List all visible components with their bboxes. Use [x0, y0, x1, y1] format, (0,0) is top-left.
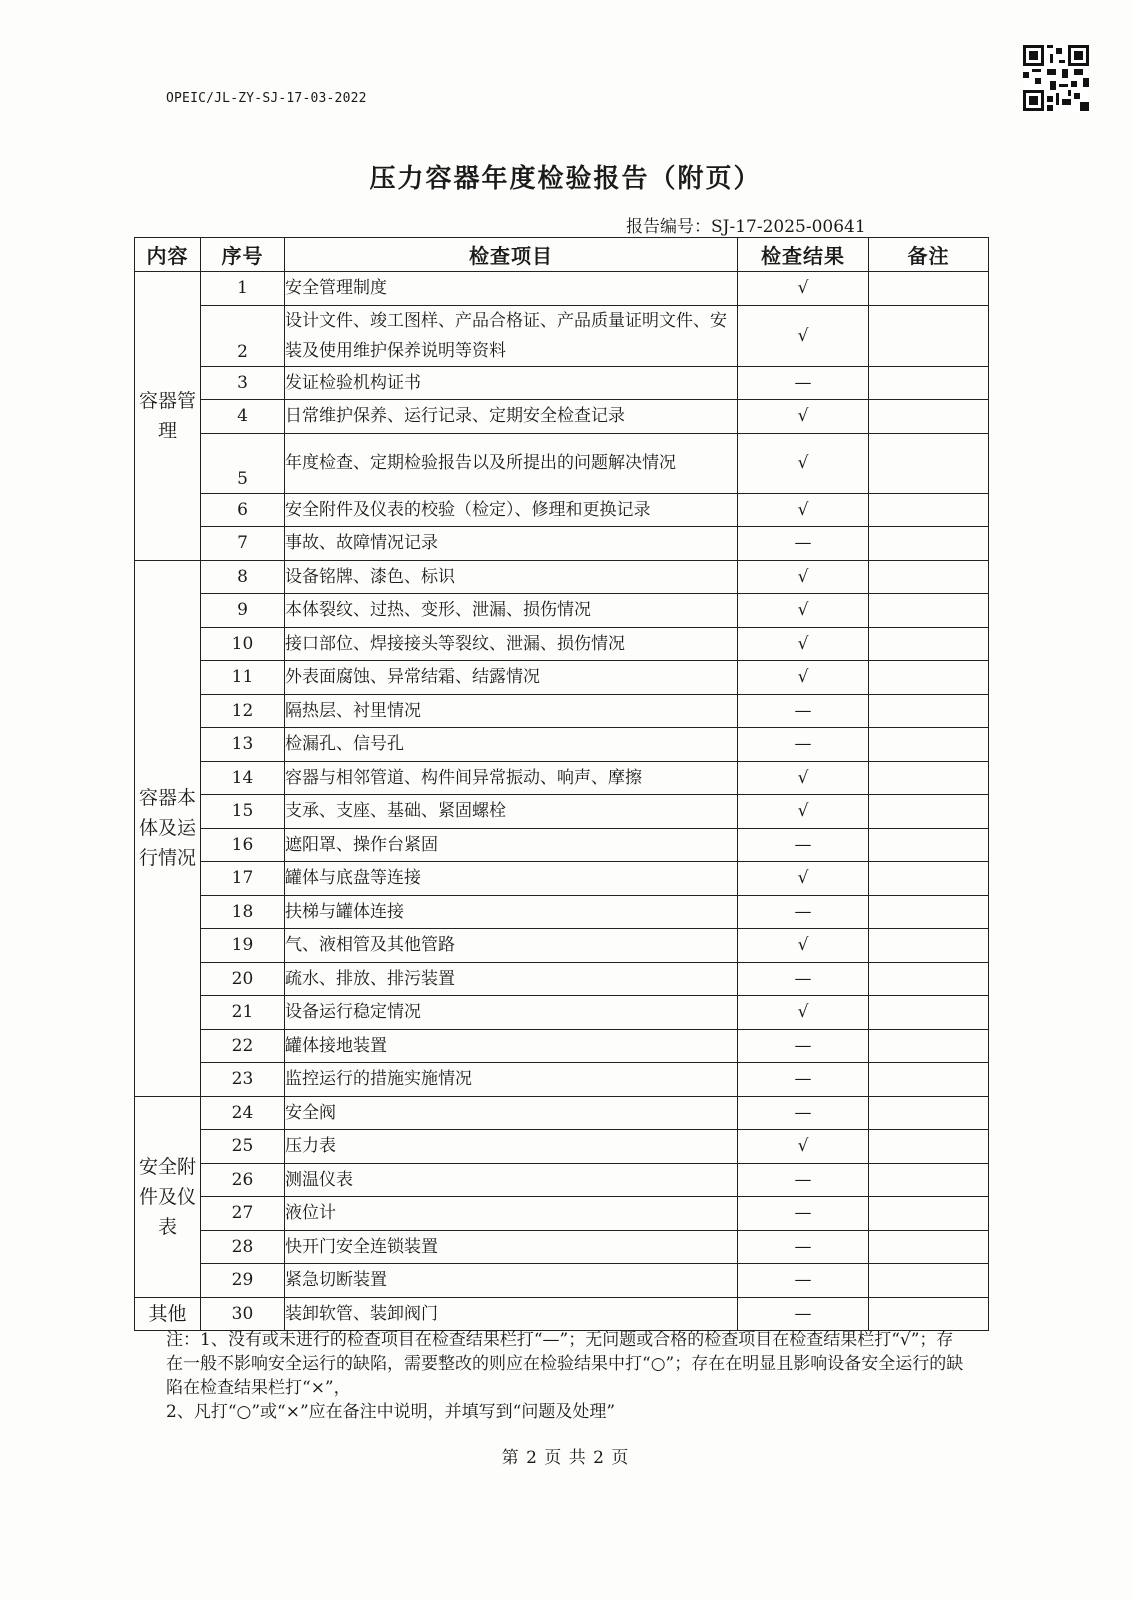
table-row	[135, 1297, 989, 1331]
remark-cell	[869, 1264, 989, 1298]
note-2: 2、凡打“○”或“×”应在备注中说明，并填写到“问题及处理”	[166, 1402, 616, 1422]
row-number: 2	[201, 305, 285, 366]
inspection-result: —	[738, 1063, 869, 1097]
table-row	[135, 728, 989, 762]
inspection-item: 测温仪表	[285, 1163, 738, 1197]
table-row	[135, 594, 989, 628]
row-number: 23	[201, 1063, 285, 1097]
row-number: 25	[201, 1130, 285, 1164]
row-number: 18	[201, 895, 285, 929]
report-number: 报告编号：SJ-17-2025-00641	[626, 217, 866, 237]
note-1: 注：1、没有或未进行的检查项目在检查结果栏打“—”；无问题或合格的检查项目在检查结果栏打“√”；存在一般不影响安全运行的缺陷，需要整改的则应在检验结果中打“○”；存在在明显且影响设备安全运行的缺陷在检查结果栏打“×”，	[166, 1330, 964, 1398]
remark-cell	[869, 305, 989, 366]
table-row	[135, 305, 989, 366]
inspection-result: —	[738, 694, 869, 728]
inspection-result: √	[738, 1130, 869, 1164]
inspection-result: √	[738, 761, 869, 795]
inspection-item: 压力表	[285, 1130, 738, 1164]
table-header-row	[135, 238, 989, 272]
inspection-item: 设备铭牌、漆色、标识	[285, 560, 738, 594]
inspection-result: √	[738, 661, 869, 695]
row-number: 24	[201, 1096, 285, 1130]
row-number: 28	[201, 1230, 285, 1264]
inspection-result: —	[738, 1096, 869, 1130]
remark-cell	[869, 1130, 989, 1164]
inspection-item: 支承、支座、基础、紧固螺栓	[285, 795, 738, 829]
inspection-result: √	[738, 929, 869, 963]
inspection-result: √	[738, 493, 869, 527]
group-label: 容器本体及运行情况	[135, 560, 201, 1096]
report-title: 压力容器年度检验报告（附页）	[369, 164, 762, 194]
table-row	[135, 272, 989, 306]
inspection-result: —	[738, 895, 869, 929]
row-number: 20	[201, 962, 285, 996]
inspection-result: √	[738, 305, 869, 366]
inspection-result: —	[738, 1197, 869, 1231]
notes	[166, 1328, 966, 1424]
table-row	[135, 1163, 989, 1197]
inspection-item: 隔热层、衬里情况	[285, 694, 738, 728]
row-number: 6	[201, 493, 285, 527]
inspection-result: —	[738, 1029, 869, 1063]
remark-cell	[869, 1096, 989, 1130]
table-row	[135, 761, 989, 795]
group-label: 其他	[135, 1297, 201, 1331]
inspection-item: 发证检验机构证书	[285, 366, 738, 400]
table-row	[135, 366, 989, 400]
page-footer: 第 2 页 共 2 页	[501, 1448, 630, 1468]
inspection-result: —	[738, 1230, 869, 1264]
remark-cell	[869, 661, 989, 695]
remark-cell	[869, 433, 989, 493]
row-number: 1	[201, 272, 285, 306]
remark-cell	[869, 728, 989, 762]
inspection-table	[134, 237, 989, 1331]
table-body	[135, 272, 989, 1331]
row-number: 19	[201, 929, 285, 963]
header-no: 序号	[201, 238, 285, 272]
inspection-item: 年度检查、定期检验报告以及所提出的问题解决情况	[285, 433, 738, 493]
inspection-result: √	[738, 272, 869, 306]
remark-cell	[869, 560, 989, 594]
inspection-item: 外表面腐蚀、异常结霜、结露情况	[285, 661, 738, 695]
header-result: 检查结果	[738, 238, 869, 272]
inspection-item: 设备运行稳定情况	[285, 996, 738, 1030]
table-row	[135, 1029, 989, 1063]
table-row	[135, 828, 989, 862]
inspection-result: —	[738, 1163, 869, 1197]
row-number: 5	[201, 433, 285, 493]
inspection-result: —	[738, 1297, 869, 1331]
header-remark: 备注	[869, 238, 989, 272]
row-number: 13	[201, 728, 285, 762]
row-number: 7	[201, 527, 285, 561]
table-row	[135, 661, 989, 695]
remark-cell	[869, 1230, 989, 1264]
table-row	[135, 996, 989, 1030]
remark-cell	[869, 1297, 989, 1331]
remark-cell	[869, 527, 989, 561]
remark-cell	[869, 594, 989, 628]
row-number: 14	[201, 761, 285, 795]
inspection-item: 紧急切断装置	[285, 1264, 738, 1298]
table-row	[135, 895, 989, 929]
row-number: 10	[201, 627, 285, 661]
inspection-item: 本体裂纹、过热、变形、泄漏、损伤情况	[285, 594, 738, 628]
table-row	[135, 929, 989, 963]
row-number: 30	[201, 1297, 285, 1331]
inspection-result: √	[738, 433, 869, 493]
inspection-item: 监控运行的措施实施情况	[285, 1063, 738, 1097]
inspection-result: —	[738, 728, 869, 762]
row-number: 4	[201, 400, 285, 434]
inspection-item: 日常维护保养、运行记录、定期安全检查记录	[285, 400, 738, 434]
table-row	[135, 962, 989, 996]
table-row	[135, 1230, 989, 1264]
row-number: 9	[201, 594, 285, 628]
inspection-result: √	[738, 594, 869, 628]
inspection-result: √	[738, 996, 869, 1030]
remark-cell	[869, 962, 989, 996]
inspection-result: —	[738, 828, 869, 862]
table-row	[135, 560, 989, 594]
row-number: 29	[201, 1264, 285, 1298]
header-item: 检查项目	[285, 238, 738, 272]
group-label: 安全附件及仪表	[135, 1096, 201, 1297]
inspection-item: 快开门安全连锁装置	[285, 1230, 738, 1264]
inspection-item: 安全附件及仪表的校验（检定）、修理和更换记录	[285, 493, 738, 527]
remark-cell	[869, 862, 989, 896]
inspection-item: 装卸软管、装卸阀门	[285, 1297, 738, 1331]
qr-code-icon	[1023, 45, 1089, 111]
inspection-item: 气、液相管及其他管路	[285, 929, 738, 963]
table-row	[135, 433, 989, 493]
table-row	[135, 1197, 989, 1231]
remark-cell	[869, 694, 989, 728]
inspection-item: 罐体接地装置	[285, 1029, 738, 1063]
group-label: 容器管理	[135, 272, 201, 561]
inspection-item: 检漏孔、信号孔	[285, 728, 738, 762]
remark-cell	[869, 400, 989, 434]
table-row	[135, 527, 989, 561]
inspection-item: 液位计	[285, 1197, 738, 1231]
row-number: 3	[201, 366, 285, 400]
inspection-item: 扶梯与罐体连接	[285, 895, 738, 929]
inspection-item: 罐体与底盘等连接	[285, 862, 738, 896]
row-number: 16	[201, 828, 285, 862]
remark-cell	[869, 1029, 989, 1063]
inspection-result: √	[738, 862, 869, 896]
table-row	[135, 795, 989, 829]
inspection-result: √	[738, 627, 869, 661]
remark-cell	[869, 795, 989, 829]
row-number: 17	[201, 862, 285, 896]
inspection-item: 设计文件、竣工图样、产品合格证、产品质量证明文件、安装及使用维护保养说明等资料	[285, 305, 738, 366]
inspection-result: —	[738, 527, 869, 561]
inspection-item: 接口部位、焊接接头等裂纹、泄漏、损伤情况	[285, 627, 738, 661]
inspection-item: 安全管理制度	[285, 272, 738, 306]
table-row	[135, 1130, 989, 1164]
remark-cell	[869, 1163, 989, 1197]
remark-cell	[869, 1063, 989, 1097]
inspection-item: 容器与相邻管道、构件间异常振动、响声、摩擦	[285, 761, 738, 795]
remark-cell	[869, 996, 989, 1030]
remark-cell	[869, 627, 989, 661]
table-row	[135, 400, 989, 434]
row-number: 27	[201, 1197, 285, 1231]
table-row	[135, 1096, 989, 1130]
row-number: 21	[201, 996, 285, 1030]
table-row	[135, 1063, 989, 1097]
row-number: 8	[201, 560, 285, 594]
remark-cell	[869, 895, 989, 929]
inspection-result: √	[738, 400, 869, 434]
row-number: 26	[201, 1163, 285, 1197]
remark-cell	[869, 493, 989, 527]
table-row	[135, 862, 989, 896]
row-number: 12	[201, 694, 285, 728]
table-row	[135, 493, 989, 527]
remark-cell	[869, 366, 989, 400]
inspection-result: —	[738, 366, 869, 400]
table-row	[135, 1264, 989, 1298]
header-content: 内容	[135, 238, 201, 272]
inspection-item: 事故、故障情况记录	[285, 527, 738, 561]
remark-cell	[869, 828, 989, 862]
row-number: 22	[201, 1029, 285, 1063]
inspection-item: 疏水、排放、排污装置	[285, 962, 738, 996]
inspection-result: √	[738, 560, 869, 594]
table-row	[135, 694, 989, 728]
inspection-result: —	[738, 1264, 869, 1298]
row-number: 15	[201, 795, 285, 829]
row-number: 11	[201, 661, 285, 695]
inspection-result: √	[738, 795, 869, 829]
document-code: OPEIC/JL-ZY-SJ-17-03-2022	[166, 91, 367, 106]
remark-cell	[869, 929, 989, 963]
inspection-result: —	[738, 962, 869, 996]
table-row	[135, 627, 989, 661]
inspection-item: 安全阀	[285, 1096, 738, 1130]
remark-cell	[869, 1197, 989, 1231]
inspection-item: 遮阳罩、操作台紧固	[285, 828, 738, 862]
remark-cell	[869, 761, 989, 795]
remark-cell	[869, 272, 989, 306]
